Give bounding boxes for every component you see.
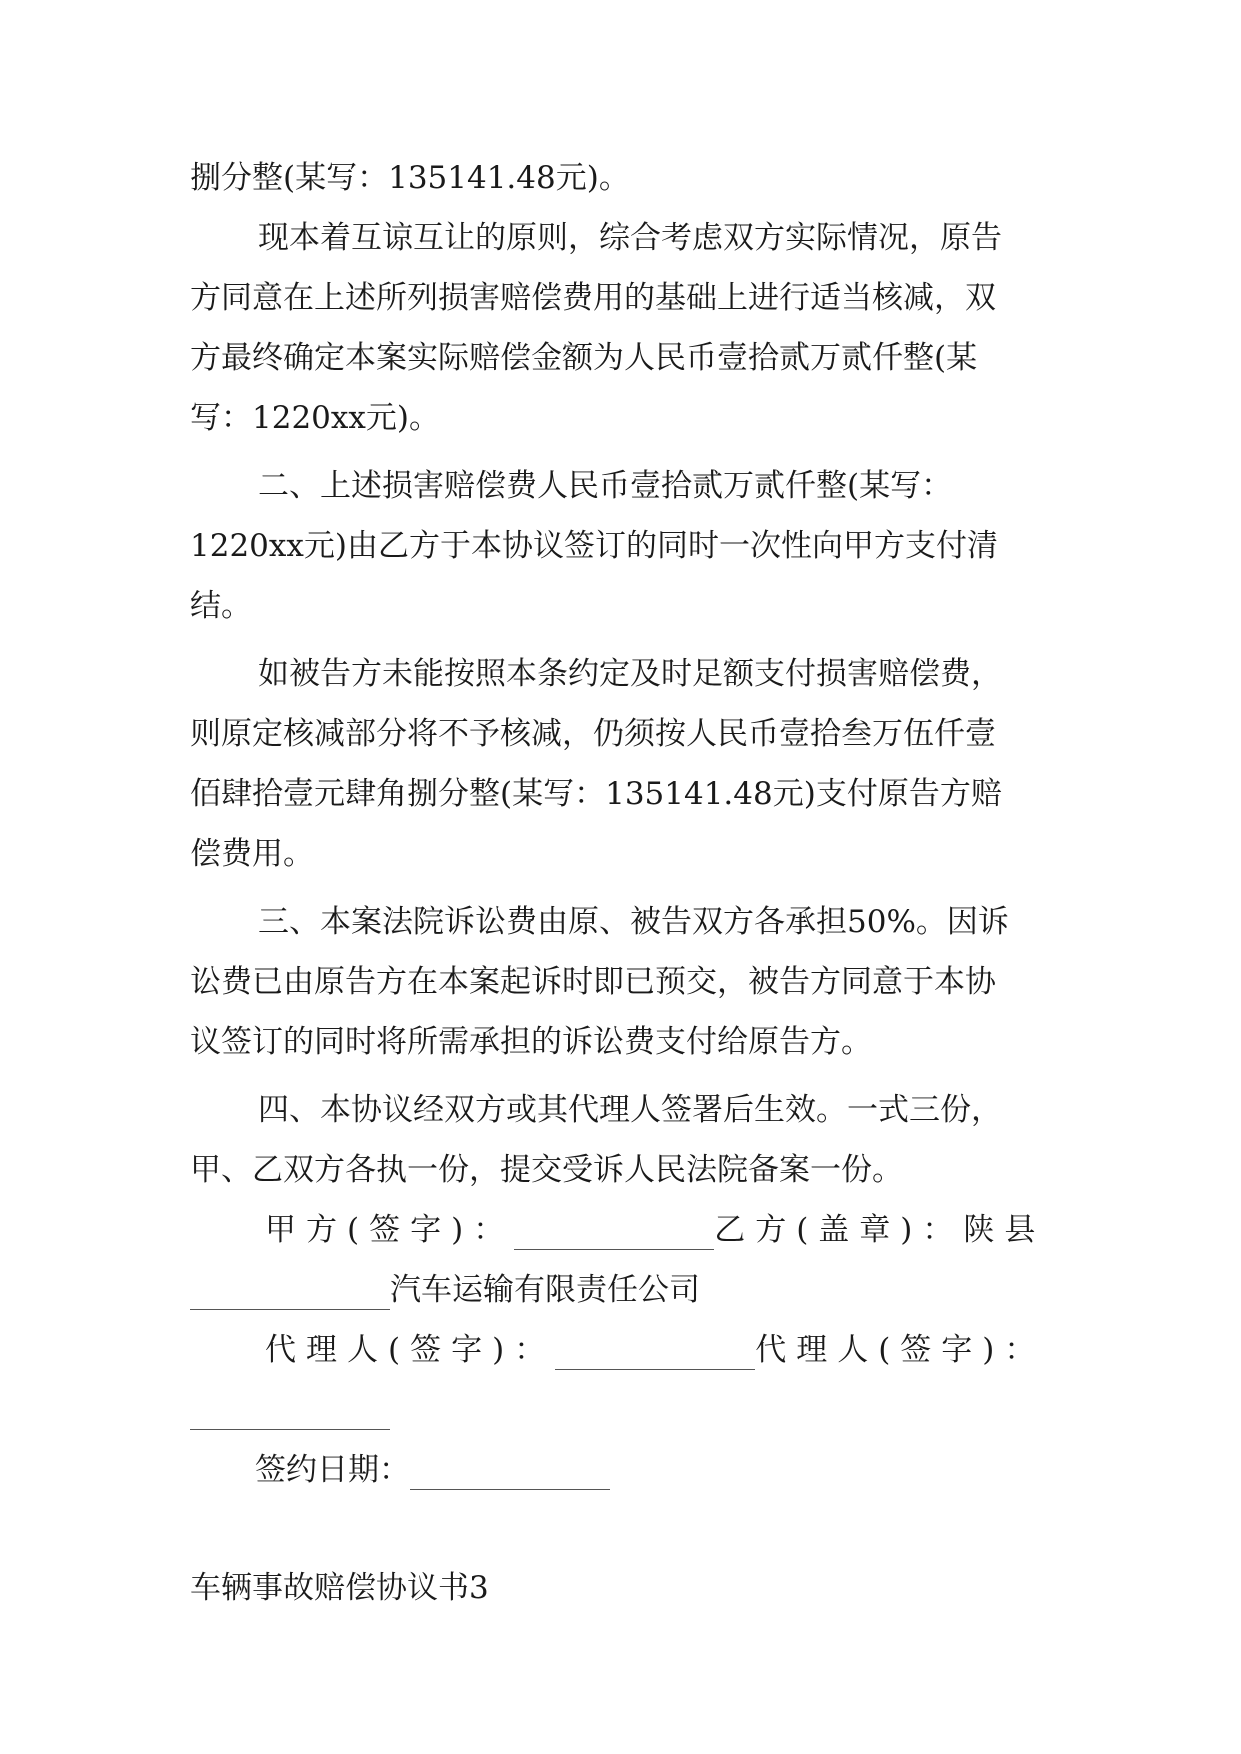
body-line: 方最终确定本案实际赔偿金额为人民币壹拾贰万贰仟整(某	[190, 340, 978, 376]
body-line: 如被告方未能按照本条约定及时足额支付损害赔偿费，	[258, 656, 1002, 692]
body-line: 四、本协议经双方或其代理人签署后生效。一式三份，	[258, 1092, 1002, 1128]
body-line: 结。	[190, 588, 252, 624]
body-line: 写：1220xx元)。	[190, 400, 440, 436]
body-line: 甲、乙双方各执一份，提交受诉人民法院备案一份。	[190, 1152, 903, 1188]
signature-row-parties	[265, 1200, 1045, 1260]
body-line: 议签订的同时将所需承担的诉讼费支付给原告方。	[190, 1024, 872, 1060]
body-line: 二、上述损害赔偿费人民币壹拾贰万贰仟整(某写：	[258, 468, 953, 504]
body-line: 偿费用。	[190, 836, 314, 872]
body-line: 讼费已由原告方在本案起诉时即已预交，被告方同意于本协	[190, 964, 996, 1000]
body-line: 三、本案法院诉讼费由原、被告双方各承担50%。因诉	[258, 904, 1009, 940]
body-line: 捌分整(某写：135141.48元)。	[190, 160, 630, 196]
signature-row-date	[255, 1440, 610, 1500]
agent-b-label: 代理人(签字)：	[755, 1332, 1046, 1368]
company-suffix: 汽车运输有限责任公司	[390, 1272, 700, 1308]
body-line: 方同意在上述所列损害赔偿费用的基础上进行适当核减，双	[190, 280, 996, 316]
date-label: 签约日期：	[255, 1452, 410, 1488]
body-line: 佰肆拾壹元肆角捌分整(某写：135141.48元)支付原告方赔	[190, 776, 1002, 812]
signature-row-agents	[265, 1320, 1045, 1380]
agent-a-signature-blank[interactable]	[555, 1333, 755, 1370]
signature-row-company	[190, 1260, 700, 1320]
date-blank[interactable]	[410, 1453, 610, 1490]
party-b-label: 乙方(盖章)：陕县	[714, 1212, 1046, 1248]
body-line: 1220xx元)由乙方于本协议签订的同时一次性向甲方支付清	[190, 528, 998, 564]
next-section-title: 车辆事故赔偿协议书3	[190, 1570, 489, 1606]
party-a-label: 甲方(签字)：	[265, 1212, 515, 1248]
party-a-signature-blank[interactable]	[514, 1213, 714, 1250]
agent-a-label: 代理人(签字)：	[265, 1332, 556, 1368]
company-blank[interactable]	[190, 1273, 390, 1310]
signature-row-agent-b-blank	[190, 1380, 390, 1440]
body-line: 现本着互谅互让的原则，综合考虑双方实际情况，原告	[258, 220, 1002, 256]
body-line: 则原定核减部分将不予核减，仍须按人民币壹拾叁万伍仟壹	[190, 716, 996, 752]
agent-b-signature-blank[interactable]	[190, 1393, 390, 1430]
